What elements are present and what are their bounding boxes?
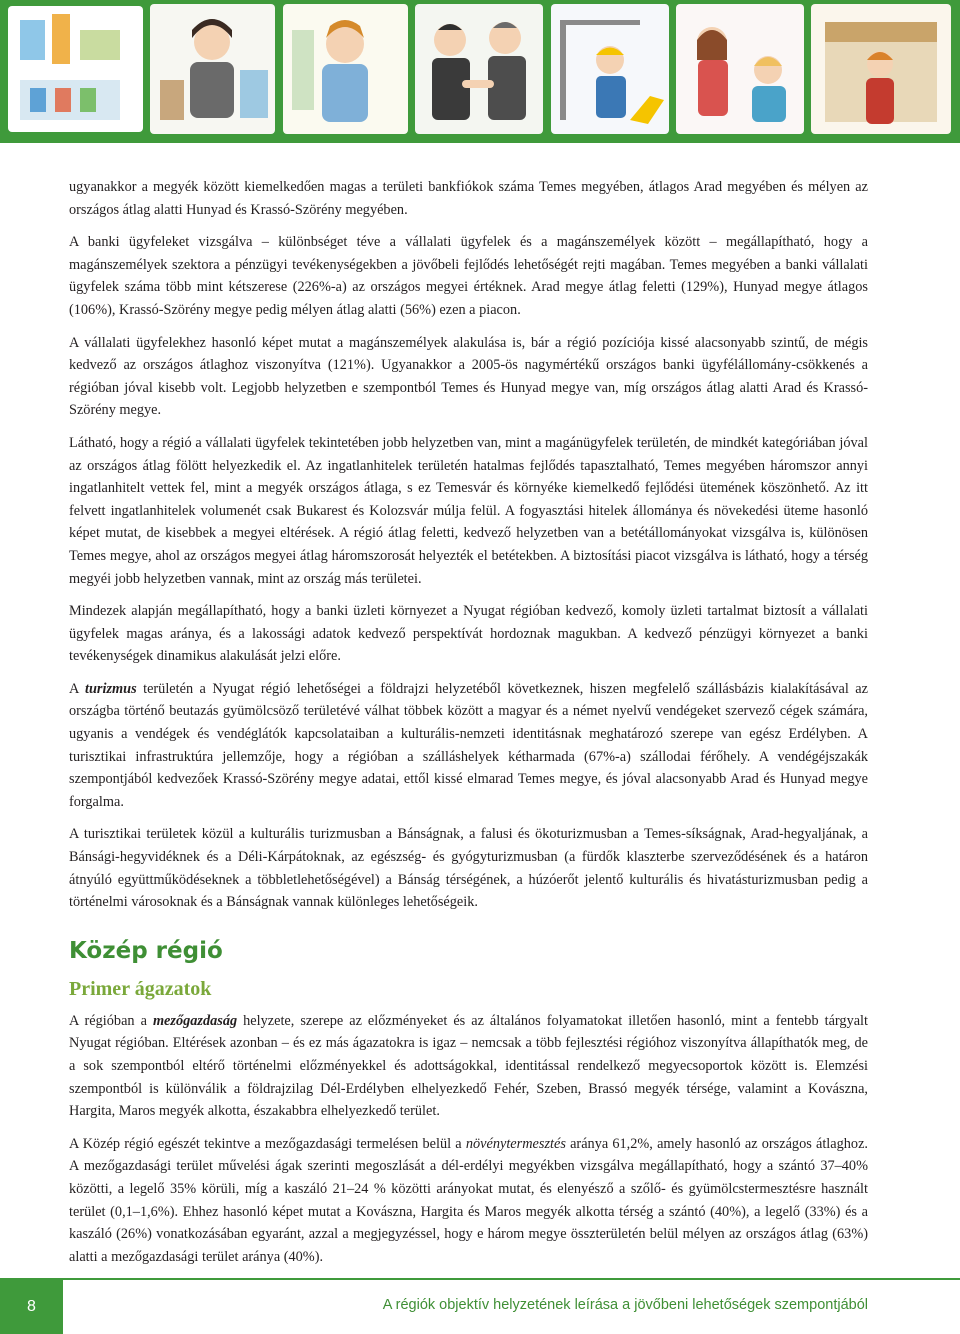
footer-divider [0,1278,960,1280]
paragraph-agriculture: A régióban a mezőgazdaság helyzete, szerepe az előzményeket és az általános folyamatokat illetően hasonló, mint a fentebb tárgyalt Nyugat régióban. Eltérések azonban – és ez más ágazatokra is igaz – nemcsak a több fejlesztési régióhoz viszonyítva állapíthatók meg, de a sok szempontból eltérő történelmi előzményekkel és adottságokkal, identitással rendelkező megyecsoportok között is. Elemzési szempontból is különválik a földrajzilag Dél-Erdélyben elhelyezkedő Fehér, Szeben, Brassó megyék térsége, valamint a Kovászna, Hargita, Maros megyék alkotta, északabbra elhelyezkedő terület. [69,1012,869,1120]
man-figure-icon [292,20,368,122]
page-number: 8 [0,1280,63,1334]
cartoon-illustration [0,0,960,143]
paragraph-crop-production: A Közép régió egészét tekintve a mezőgazdasági termelésen belül a növénytermesztés aránya 61,2%, amely hasonló az országos átlaghoz. A mezőgazdasági terület művelési ágak szerinti megoszlását a dél-erdélyi megyékben vizsgálva megállapítható, hogy a szántó 37–40% közötti, a legelő 35% körüli, míg a kaszáló 21–24 % közötti arányokat mutat, és elenyésző a szőlő- és gyümölcstermesztésre használt terület (0,1–1,6%). Ehhez hasonló képet mutat a Kovászna, Hargita és Maros megyék alkotta térség a szántó (40%), a legelő (33%) és a kaszáló (26%) vonatkozásában egyaránt, azzal a megjegyzéssel, hogy e három megye összterületén belül mélyen az országos átlag (63%) alatti a mezőgazdasági terület aránya (40%). [69,1135,868,1265]
shop-front-icon [825,22,937,124]
paragraph-loans: Látható, hogy a régió a vállalati ügyfelek tekintetében jobb helyzetben van, mint a magánügyfelek területén, de mindkét kategóriában jóval az országos átlag fölött helyezkedik el. Az ingatlanhitelek területén hatalmas fejlődés tapasztalható, Temes megyében háromszor annyi ingatlanhitelt vettek fel, mint a megyék országos átlaga, s ez Temesvár és környéke kiemelkedő fejlődési ütemének köszönhető. Az itt felvett ingatlanhitelek volumenét csak Bukarest és Kolozsvár múlja felül. A fogyasztási hitelek állománya és növekedési üteme hasonló képet mutat, de kisebbek a megyei eltérések. A régió átlag feletti, kedvező helyzetben van a betétállományokat vizsgálva is, különösen Temes megye, ahol az országos megyei átlag háromszorosát helyezték el betétekben. A biztosítási piacot vizsgálva is látható, hogy a térség megyéi jobb helyzetben vannak, mint az ország más területei. [69,434,868,587]
page-footer [0,1278,960,1334]
footer-title: A régiók objektív helyzetének leírása a jövőbeni lehetőségek szempontjából [382,1297,868,1313]
header-illustration-band [0,0,960,143]
main-content [69,176,868,1311]
section-heading-kozep-regio: Közép régió [69,937,223,964]
emphasis-agriculture: mezőgazdaság [152,1012,238,1029]
paragraph-summary: Mindezek alapján megállapítható, hogy a banki üzleti környezet a Nyugat régióban kedvező, komoly üzleti tartalmat biztosít a vállalati ügyfelek magas aránya, és a lakossági adatok kedvező perspektívát hordoznak magukban. A kedvező pénzügyi környezet a banki tevékenységek dinamikus alakulását jelzi előre. [69,603,868,665]
paragraph-tourism: A turizmus területén a Nyugat régió lehetőségei a földrajzi helyzetéből következnek, hiszen megfelelő szállásbázis kialakításával az országba történő beutazás gyümölcsöző területévé válhat többek között a magyar és a német nyelvű vendégeket szervező cégek számára, ugyanis a vendégek és vendéglátók kapcsolataiban a kulturális-nemzeti identitásnak meghatározó szerepe van egész Erdélyben. A turisztikai infrastruktúra jellemzője, hogy a régióban a szálláshelyek kétharmada (67%-a) szállodai férőhely. A vendégéjszakák szempontjából kedvezőek Krassó-Szörény megye adatai, ettől kissé elmarad Temes megye, és jóval alacsonyabb Arad és Hunyad megye forgalma. [69,680,868,810]
paragraph-bank-clients: A banki ügyfeleket vizsgálva – különbséget téve a vállalati ügyfelek és a magánszemélyek között – megállapítható, hogy a magánszemélyek szektora a pénzügyi tevékenységekben a jövőbeli fejlődés lehetőségét rejti magában. Temes megyében a banki vállalati ügyfelek száma több mint kétszerese (226%-a) az országos megyei értéknek. Arad megye átlag feletti (129%), Hunyad megye átlagos (106%), Krassó-Szörény megye pedig mélyen átlag alatti (56%) ezen a piacon. [69,234,868,318]
subheading-primer-agazatok: Primer ágazatok [69,977,212,1000]
paragraph-bank-branches: ugyanakkor a megyék között kiemelkedően magas a területi bankfiókok száma Temes megyében, átlagos Arad megyében és mélyen az országos átlag alatti Hunyad és Krassó-Szörény megyében. [69,179,868,218]
paragraph-private-clients: A vállalati ügyfelekhez hasonló képet mutat a magánszemélyek alakulása is, bár a régió pozíciója kissé alacsonyabb szintű, de mégis kedvező az országos átlaghoz viszonyítva (121%). Ugyanakkor a 2005-ös nagymértékű országos banki ügyfélállomány-csökkenés a régióban jóval kisebb volt. Legjobb helyzetben e szempontból Temes és Hunyad megye van, míg országos átlag alatti Arad és Krassó-Szörény megye. [69,334,868,419]
paragraph-tourism-areas: A turisztikai területek közül a kulturális turizmusban a Bánságnak, a falusi és ökoturizmusban a Temes-síkságnak, Arad-hegyaljának, a Bánsági-hegyvidéknek és a Déli-Kárpátoknak, az egészség- és gyógyturizmusban (a fürdők klaszterbe szerveződésének és a határon átnyúló együttműködéseknek a többletlehetőségével) a Bánság térségének, a húzóerőt jelentő kulturális és hivatásturizmusban pedig a történelmi városoknak és a Bánságnak vannak különleges lehetőségeik. [69,826,868,911]
emphasis-tourism: turizmus [84,680,137,697]
emphasis-crop-production: növénytermesztés [465,1135,566,1152]
